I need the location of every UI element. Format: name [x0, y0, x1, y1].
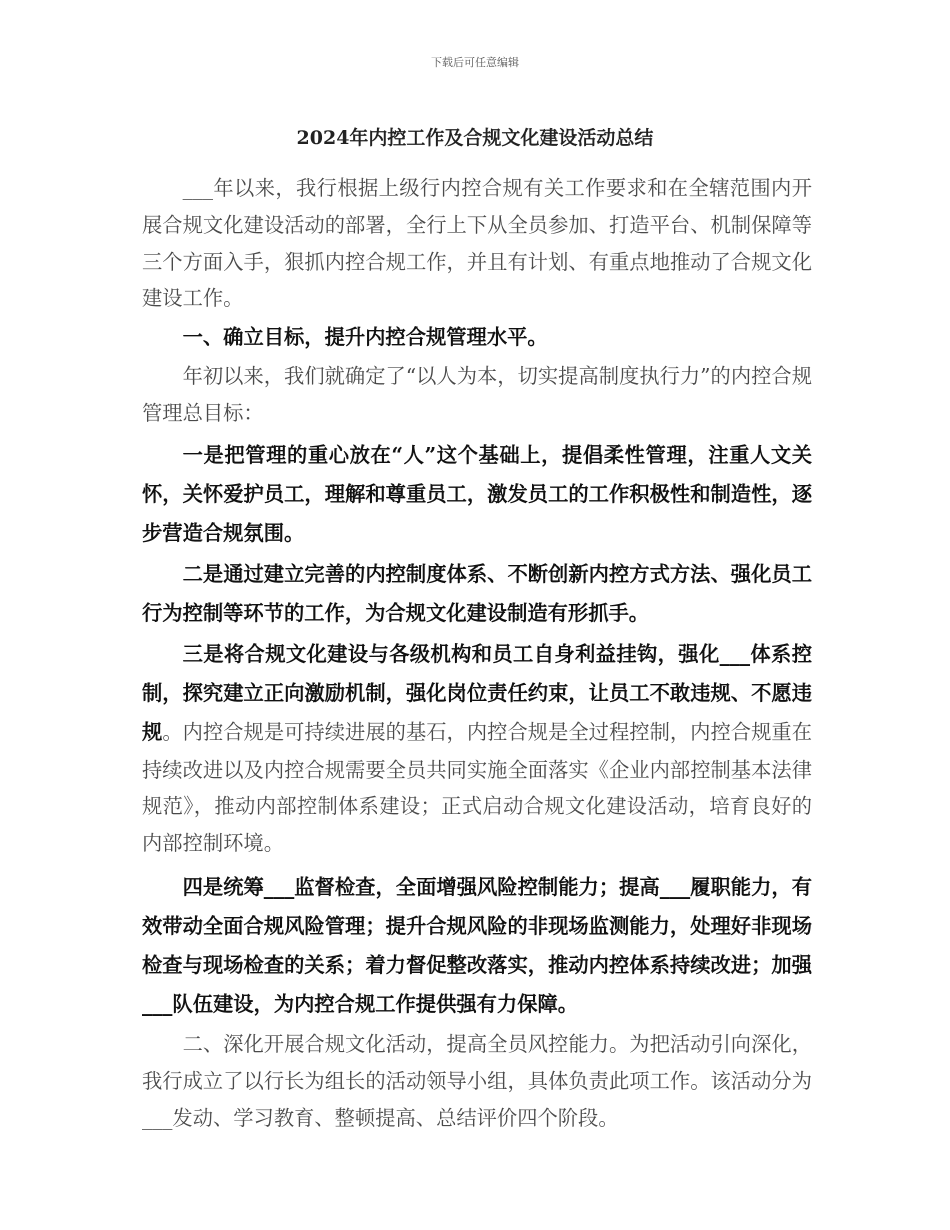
paragraph-goal: 年初以来，我们就确定了“以人为本，切实提高制度执行力”的内控合规管理总目标：	[142, 363, 812, 425]
paragraph-point-3-bold: 三是将合规文化建设与各级机构和员工自身利益挂钩，强化___体系控制，探究建立正向激励机制，强化岗位责任约束，让员工不敢违规、不愿违规	[142, 641, 812, 744]
paragraph-point-2: 二是通过建立完善的内控制度体系、不断创新内控方式方法、强化员工行为控制等环节的工作，为合规文化建设制造有形抓手。	[142, 561, 812, 625]
paragraph-intro: ___年以来，我行根据上级行内控合规有关工作要求和在全辖范围内开展合规文化建设活动的部署，全行上下从全员参加、打造平台、机制保障等三个方面入手，狠抓内控合规工作，并且有计划、有重点地推动了合规文化建设工作。	[142, 176, 812, 311]
paragraph-point-1: 一是把管理的重心放在“人”这个基础上，提倡柔性管理，注重人文关怀，关怀爱护员工，理解和尊重员工，激发员工的工作积极性和制造性，逐步营造合规氛围。	[142, 442, 812, 545]
paragraph-point-3-rest: 。内控合规是可持续进展的基石，内控合规是全过程控制，内控合规重在持续改进以及内控合规需要全员共同实施全面落实《企业内部控制基本法律规范》，推动内部控制体系建设；正式启动合规文化建设活动，培育良好的内部控制环境。	[142, 719, 812, 856]
section-heading-2-paragraph: 二、深化开展合规文化活动，提高全员风控能力。为把活动引向深化，我行成立了以行长为组长的活动领导小组，具体负责此项工作。该活动分为___发动、学习教育、整顿提高、总结评价四个阶段。	[142, 1031, 812, 1130]
document-title: 2024年内控工作及合规文化建设活动总结	[296, 127, 654, 149]
paragraph-point-4: 四是统筹___监督检查，全面增强风险控制能力；提高___履职能力，有效带动全面合规风险管理；提升合规风险的非现场监测能力，处理好非现场检查与现场检查的关系；着力督促整改落实，推动内控体系持续改进；加强___队伍建设，为内控合规工作提供强有力保障。	[142, 874, 812, 1016]
paragraph-point-3	[142, 635, 812, 862]
section-heading-1: 一、确立目标，提升内控合规管理水平。	[182, 325, 548, 350]
header-note: 下载后可任意编辑	[431, 56, 519, 69]
document-body	[142, 170, 812, 1136]
